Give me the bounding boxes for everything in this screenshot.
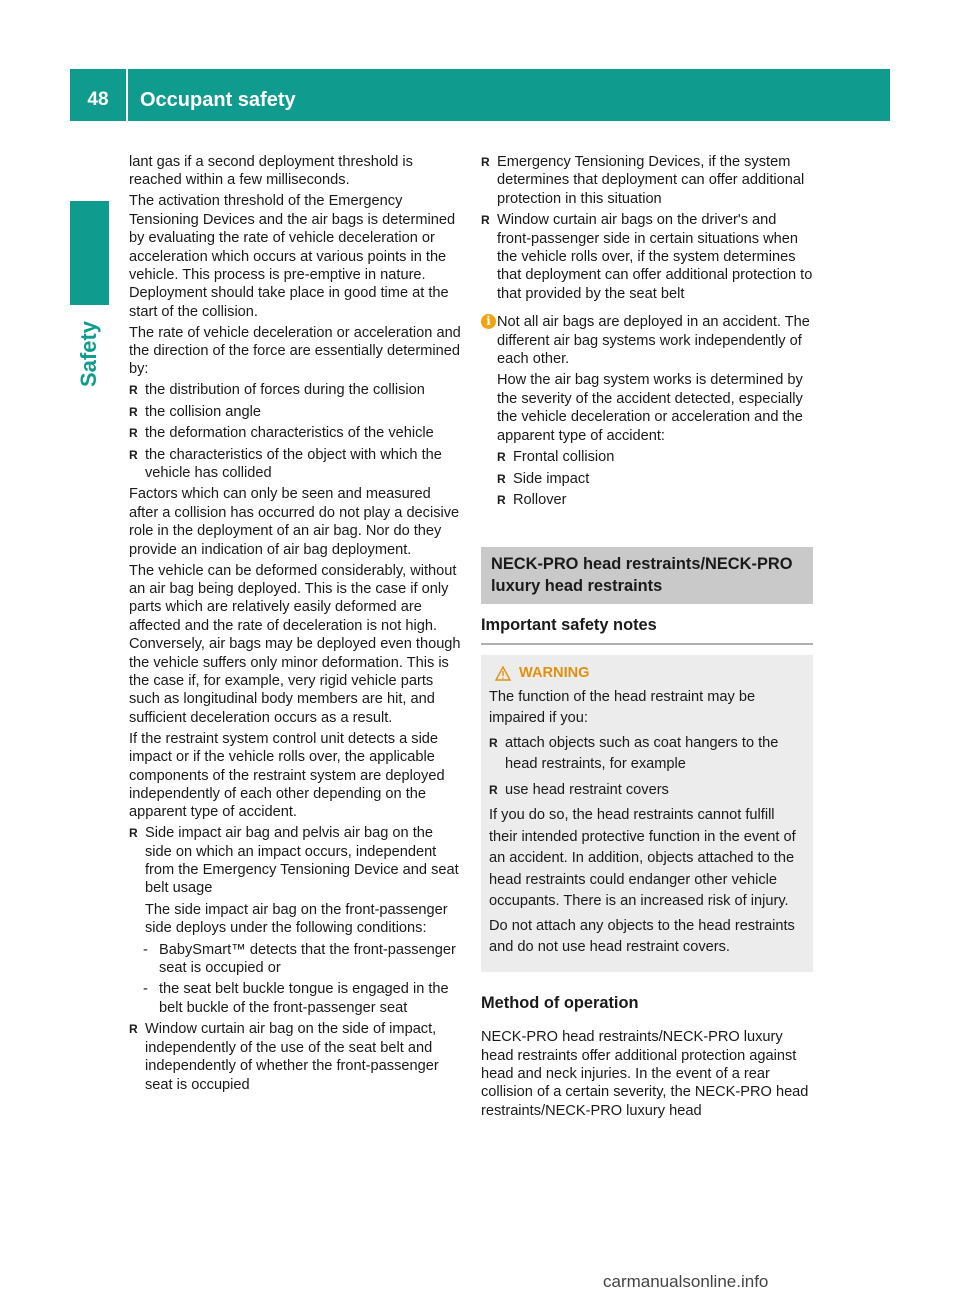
list-item-text: Rollover bbox=[513, 491, 567, 508]
info-text: How the air bag system works is determined by the severity of the accident detected, especially the vehicle deceleration or acceleration and the apparent type of accident: bbox=[497, 372, 803, 444]
list-item bbox=[129, 446, 462, 483]
list-item bbox=[129, 824, 462, 898]
warning-text: If you do so, the head restraints cannot fulfill their intended protective function in the event of an accident. In addition, objects attached to the head restraints could endanger other vehicle occupants. There is an increased risk of injury. bbox=[489, 807, 796, 910]
warning-text: The function of the head restraint may be impaired if you: bbox=[489, 688, 756, 727]
paragraph: The vehicle can be deformed considerably, without an air bag being deployed. This is the case if only parts which are relatively easily deformed are affected and the rate of deceleration is not high. Conversely, air bags may be deployed even though the vehicle suffers only minor deformation. This is the case if, for example, very rigid vehicle parts such as longitudinal body members are hit, and sufficient deceleration occurs as a result. bbox=[129, 562, 461, 726]
header-divider bbox=[126, 69, 128, 121]
info-note bbox=[481, 313, 813, 509]
list-item-text: Window curtain air bag on the side of impact, independently of the use of the seat belt and independently of whether the front-passenger seat is occupied bbox=[145, 1021, 439, 1093]
list-item-text: Side impact air bag and pelvis air bag on the side on which an impact occurs, independent from the Emergency Tensioning Device and seat belt usage bbox=[145, 825, 459, 897]
paragraph: If the restraint system control unit detects a side impact or if the vehicle rolls over, the applicable components of the restraint system are deployed independently of each other depending on the apparent type of accident. bbox=[129, 730, 445, 821]
list-item bbox=[481, 153, 813, 208]
page-number: 48 bbox=[87, 89, 109, 110]
warning-label: WARNING bbox=[519, 664, 590, 681]
dash-icon: - bbox=[143, 981, 148, 998]
bullet-icon: R bbox=[129, 1022, 138, 1037]
bullet-icon: R bbox=[497, 471, 506, 486]
bullet-icon: R bbox=[129, 383, 138, 398]
sub-list-item bbox=[129, 980, 462, 1017]
list-item bbox=[497, 470, 813, 488]
sub-list-item bbox=[129, 941, 462, 978]
list-item-paragraph: The side impact air bag on the front-passenger side deploys under the following conditions: bbox=[145, 901, 448, 937]
list-item bbox=[489, 733, 803, 776]
paragraph: Factors which can only be seen and measured after a collision has occurred do not play a decisive role in the deployment of an air bag. Nor do they provide an indication of air bag deployment. bbox=[129, 486, 460, 558]
sub-list-item-text: BabySmart™ detects that the front-passenger seat is occupied or bbox=[159, 941, 456, 977]
bullet-icon: R bbox=[129, 404, 138, 419]
method-heading: Method of operation bbox=[481, 993, 639, 1012]
info-icon: i bbox=[481, 314, 496, 329]
bullet-icon: R bbox=[129, 826, 138, 841]
list-item-text: the distribution of forces during the collision bbox=[145, 382, 425, 399]
subheading: Important safety notes bbox=[481, 604, 813, 644]
bullet-icon: R bbox=[481, 155, 490, 169]
paragraph: The rate of vehicle deceleration or acceleration and the direction of the force are essentially determined by: bbox=[129, 324, 461, 378]
side-tab-block bbox=[70, 201, 109, 305]
paragraph: lant gas if a second deployment threshold is reached within a few milliseconds. bbox=[129, 154, 413, 189]
bullet-icon: R bbox=[129, 426, 138, 441]
method-text: NECK-PRO head restraints/NECK-PRO luxury head restraints offer additional protection against head and neck injuries. In the event of a rear collision of a certain severity, the NECK-PRO head restraints/NECK-PRO luxury head bbox=[481, 1029, 809, 1119]
list-item-text: the deformation characteristics of the vehicle bbox=[145, 425, 434, 442]
side-tab bbox=[70, 304, 109, 404]
list-item-text: Side impact bbox=[513, 470, 590, 487]
list-item-text: the characteristics of the object with which the vehicle has collided bbox=[145, 446, 442, 481]
dash-icon: - bbox=[143, 941, 148, 958]
warning-box bbox=[481, 655, 813, 972]
paragraph: The activation threshold of the Emergency Tensioning Devices and the air bags is determined by evaluating the rate of vehicle deceleration or acceleration which occurs at various points in the vehicle. This process is pre-emptive in nature. Deployment should take place in good time at the start of the collision. bbox=[129, 193, 456, 320]
list-item bbox=[497, 491, 813, 509]
warning-text: Do not attach any objects to the head restraints and do not use head restraint covers. bbox=[489, 917, 795, 956]
list-item bbox=[489, 780, 803, 802]
section-title: NECK-PRO head restraints/NECK-PRO luxury head restraints bbox=[481, 547, 813, 604]
bullet-icon: R bbox=[489, 782, 498, 797]
list-item-text: attach objects such as coat hangers to the head restraints, for example bbox=[505, 734, 779, 773]
list-item bbox=[481, 211, 813, 303]
bullet-icon: R bbox=[481, 213, 490, 228]
list-item bbox=[497, 448, 813, 466]
bullet-icon: R bbox=[129, 447, 138, 462]
bullet-icon: R bbox=[497, 450, 506, 465]
info-text: Not all air bags are deployed in an accident. The different air bag systems work independently of each other. bbox=[497, 314, 810, 368]
list-item-text: Frontal collision bbox=[513, 449, 615, 466]
sub-list-item-text: the seat belt buckle tongue is engaged in the belt buckle of the front-passenger seat bbox=[159, 981, 449, 1016]
list-item bbox=[129, 424, 462, 442]
page-title: Occupant safety bbox=[140, 89, 296, 111]
warning-triangle-icon bbox=[495, 666, 511, 681]
watermark: carmanualsonline.info bbox=[603, 1272, 769, 1291]
list-item-text: Window curtain air bags on the driver's and front-passenger side in certain situations when the vehicle rolls over, if the system determines that deployment can offer additional protection to that provided by the seat belt bbox=[497, 212, 813, 302]
bullet-icon: R bbox=[497, 492, 506, 507]
list-item bbox=[129, 403, 462, 421]
list-item-text: Emergency Tensioning Devices, if the system determines that deployment can offer additional protection in this situation bbox=[497, 154, 805, 207]
warning-header bbox=[489, 661, 803, 687]
list-item-text: the collision angle bbox=[145, 403, 262, 420]
left-column bbox=[129, 153, 462, 1097]
list-item-text: use head restraint covers bbox=[505, 781, 669, 798]
bullet-icon: R bbox=[489, 735, 498, 750]
side-tab-label: Safety bbox=[76, 320, 102, 388]
right-column bbox=[481, 153, 813, 1123]
list-item bbox=[129, 381, 462, 399]
list-item bbox=[129, 1020, 462, 1094]
